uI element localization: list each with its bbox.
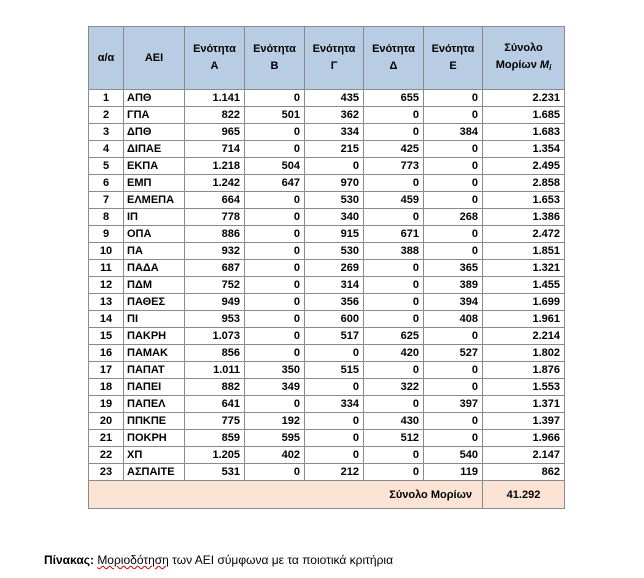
cell-unit-d: 0 (364, 294, 424, 311)
header-unit-a-line1: Ενότητα (193, 43, 236, 55)
cell-unit-g: 0 (305, 430, 364, 447)
cell-total-points: 1.354 (483, 141, 565, 158)
cell-institution: ΠΠΚΠΕ (124, 413, 185, 430)
cell-aa: 22 (89, 447, 124, 464)
cell-total-points: 1.653 (483, 192, 565, 209)
cell-unit-b: 0 (245, 209, 305, 226)
cell-total-points: 1.961 (483, 311, 565, 328)
table-row (89, 277, 565, 294)
cell-unit-b: 0 (245, 243, 305, 260)
cell-unit-e: 0 (424, 192, 483, 209)
cell-unit-b: 0 (245, 294, 305, 311)
table-row (89, 192, 565, 209)
cell-total-points: 1.966 (483, 430, 565, 447)
cell-total-points: 1.386 (483, 209, 565, 226)
cell-aa: 8 (89, 209, 124, 226)
cell-unit-e: 0 (424, 379, 483, 396)
cell-total-points: 2.495 (483, 158, 565, 175)
cell-institution: ΠΑΠΑΤ (124, 362, 185, 379)
cell-institution: ΕΛΜΕΠΑ (124, 192, 185, 209)
cell-total-points: 1.851 (483, 243, 565, 260)
cell-unit-e: 0 (424, 362, 483, 379)
header-unit-g (305, 27, 364, 90)
table-row (89, 141, 565, 158)
cell-institution: ΙΠ (124, 209, 185, 226)
cell-institution: ΕΚΠΑ (124, 158, 185, 175)
cell-unit-a: 822 (185, 107, 245, 124)
cell-unit-d: 322 (364, 379, 424, 396)
cell-unit-a: 1.242 (185, 175, 245, 192)
header-total-line2: Μορίων (495, 59, 537, 71)
table-row (89, 294, 565, 311)
cell-total-points: 2.858 (483, 175, 565, 192)
scores-table (88, 26, 565, 509)
cell-unit-g: 0 (305, 413, 364, 430)
cell-unit-d: 0 (364, 396, 424, 413)
cell-unit-b: 0 (245, 328, 305, 345)
header-unit-d-line2: Δ (389, 60, 398, 72)
cell-unit-b: 647 (245, 175, 305, 192)
caption-label: Πίνακας: (44, 553, 94, 567)
cell-institution: ΠΑΜΑΚ (124, 345, 185, 362)
table-row (89, 447, 565, 464)
cell-total-points: 1.683 (483, 124, 565, 141)
table-row (89, 90, 565, 107)
cell-unit-g: 0 (305, 345, 364, 362)
table-row (89, 260, 565, 277)
cell-institution: ΠΑ (124, 243, 185, 260)
cell-institution: ΔΙΠΑΕ (124, 141, 185, 158)
cell-unit-d: 773 (364, 158, 424, 175)
cell-unit-g: 334 (305, 396, 364, 413)
cell-institution: ΧΠ (124, 447, 185, 464)
table-row (89, 379, 565, 396)
cell-unit-a: 886 (185, 226, 245, 243)
cell-total-points: 862 (483, 464, 565, 481)
header-unit-b (245, 27, 305, 90)
cell-unit-e: 0 (424, 158, 483, 175)
cell-institution: ΓΠΑ (124, 107, 185, 124)
cell-unit-d: 0 (364, 124, 424, 141)
cell-unit-b: 0 (245, 90, 305, 107)
cell-aa: 18 (89, 379, 124, 396)
cell-total-points: 2.472 (483, 226, 565, 243)
cell-unit-b: 501 (245, 107, 305, 124)
cell-unit-d: 430 (364, 413, 424, 430)
cell-unit-d: 0 (364, 175, 424, 192)
table-row (89, 107, 565, 124)
cell-institution: ΑΠΘ (124, 90, 185, 107)
cell-unit-b: 350 (245, 362, 305, 379)
cell-unit-a: 882 (185, 379, 245, 396)
cell-unit-e: 0 (424, 141, 483, 158)
footer-total-label: Σύνολο Μορίων (89, 481, 483, 509)
table-row (89, 209, 565, 226)
cell-unit-g: 340 (305, 209, 364, 226)
cell-unit-e: 527 (424, 345, 483, 362)
cell-total-points: 1.321 (483, 260, 565, 277)
cell-unit-d: 0 (364, 362, 424, 379)
header-aa: α/α (89, 27, 124, 90)
cell-unit-g: 517 (305, 328, 364, 345)
table-row (89, 345, 565, 362)
cell-unit-a: 714 (185, 141, 245, 158)
cell-total-points: 2.147 (483, 447, 565, 464)
cell-unit-g: 0 (305, 379, 364, 396)
cell-unit-g: 356 (305, 294, 364, 311)
header-unit-g-line2: Γ (330, 60, 338, 72)
cell-unit-a: 775 (185, 413, 245, 430)
cell-unit-b: 504 (245, 158, 305, 175)
cell-unit-d: 0 (364, 260, 424, 277)
footer-total-value: 41.292 (483, 481, 565, 509)
cell-unit-a: 856 (185, 345, 245, 362)
cell-aa: 14 (89, 311, 124, 328)
cell-aa: 20 (89, 413, 124, 430)
header-total-line1: Σύνολο (504, 42, 543, 54)
cell-unit-a: 687 (185, 260, 245, 277)
footer-row (89, 481, 565, 509)
table-row (89, 413, 565, 430)
cell-unit-d: 0 (364, 277, 424, 294)
table-row (89, 328, 565, 345)
cell-unit-g: 0 (305, 158, 364, 175)
cell-unit-g: 334 (305, 124, 364, 141)
cell-institution: ΠΑΔΑ (124, 260, 185, 277)
cell-unit-d: 0 (364, 464, 424, 481)
cell-unit-e: 0 (424, 226, 483, 243)
cell-unit-g: 970 (305, 175, 364, 192)
header-unit-a-line2: Α (210, 60, 219, 72)
cell-institution: ΟΠΑ (124, 226, 185, 243)
cell-unit-e: 394 (424, 294, 483, 311)
cell-total-points: 1.802 (483, 345, 565, 362)
cell-unit-d: 0 (364, 311, 424, 328)
cell-unit-b: 0 (245, 192, 305, 209)
cell-unit-a: 664 (185, 192, 245, 209)
header-total-symbol: M (539, 59, 550, 71)
cell-unit-g: 530 (305, 243, 364, 260)
cell-unit-e: 540 (424, 447, 483, 464)
cell-aa: 12 (89, 277, 124, 294)
cell-aa: 21 (89, 430, 124, 447)
cell-unit-e: 0 (424, 243, 483, 260)
cell-unit-d: 425 (364, 141, 424, 158)
cell-institution: ΠΟΚΡΗ (124, 430, 185, 447)
header-unit-e-line2: Ε (449, 60, 457, 72)
cell-unit-a: 1.073 (185, 328, 245, 345)
cell-unit-d: 420 (364, 345, 424, 362)
cell-unit-a: 1.141 (185, 90, 245, 107)
cell-unit-e: 365 (424, 260, 483, 277)
cell-unit-e: 0 (424, 107, 483, 124)
cell-institution: ΠΑΚΡΗ (124, 328, 185, 345)
cell-aa: 17 (89, 362, 124, 379)
header-unit-e (424, 27, 483, 90)
header-unit-b-line2: Β (270, 60, 279, 72)
cell-unit-d: 512 (364, 430, 424, 447)
cell-aa: 7 (89, 192, 124, 209)
cell-unit-g: 915 (305, 226, 364, 243)
cell-unit-b: 0 (245, 260, 305, 277)
table-row (89, 158, 565, 175)
cell-aa: 3 (89, 124, 124, 141)
cell-unit-a: 641 (185, 396, 245, 413)
header-aei: ΑΕΙ (124, 27, 185, 90)
cell-unit-d: 388 (364, 243, 424, 260)
table-row (89, 124, 565, 141)
cell-aa: 4 (89, 141, 124, 158)
cell-unit-e: 384 (424, 124, 483, 141)
cell-aa: 13 (89, 294, 124, 311)
cell-institution: ΠΑΘΕΣ (124, 294, 185, 311)
cell-institution: ΑΣΠΑΙΤΕ (124, 464, 185, 481)
cell-unit-a: 1.011 (185, 362, 245, 379)
cell-unit-e: 0 (424, 90, 483, 107)
cell-institution: ΠΙ (124, 311, 185, 328)
cell-unit-d: 671 (364, 226, 424, 243)
cell-unit-b: 349 (245, 379, 305, 396)
cell-aa: 16 (89, 345, 124, 362)
table-row (89, 430, 565, 447)
cell-total-points: 2.214 (483, 328, 565, 345)
cell-total-points: 1.455 (483, 277, 565, 294)
cell-unit-a: 932 (185, 243, 245, 260)
cell-unit-a: 859 (185, 430, 245, 447)
cell-unit-b: 0 (245, 311, 305, 328)
cell-institution: ΔΠΘ (124, 124, 185, 141)
cell-unit-b: 0 (245, 124, 305, 141)
cell-unit-g: 362 (305, 107, 364, 124)
cell-unit-b: 402 (245, 447, 305, 464)
cell-unit-a: 531 (185, 464, 245, 481)
cell-unit-b: 0 (245, 277, 305, 294)
cell-institution: ΠΔΜ (124, 277, 185, 294)
header-unit-d-line1: Ενότητα (372, 43, 415, 55)
cell-unit-e: 0 (424, 413, 483, 430)
cell-unit-d: 459 (364, 192, 424, 209)
cell-unit-g: 212 (305, 464, 364, 481)
cell-unit-e: 408 (424, 311, 483, 328)
cell-unit-a: 1.205 (185, 447, 245, 464)
cell-institution: ΠΑΠΕΛ (124, 396, 185, 413)
cell-unit-g: 515 (305, 362, 364, 379)
cell-unit-b: 0 (245, 141, 305, 158)
cell-unit-g: 530 (305, 192, 364, 209)
cell-aa: 2 (89, 107, 124, 124)
cell-unit-e: 119 (424, 464, 483, 481)
cell-unit-d: 655 (364, 90, 424, 107)
cell-unit-e: 0 (424, 175, 483, 192)
cell-aa: 1 (89, 90, 124, 107)
header-unit-e-line1: Ενότητα (431, 43, 475, 55)
cell-unit-e: 268 (424, 209, 483, 226)
table-body (89, 90, 565, 481)
cell-unit-e: 389 (424, 277, 483, 294)
cell-total-points: 1.371 (483, 396, 565, 413)
cell-unit-d: 0 (364, 447, 424, 464)
table-row (89, 362, 565, 379)
cell-total-points: 1.699 (483, 294, 565, 311)
cell-unit-g: 0 (305, 447, 364, 464)
cell-unit-d: 0 (364, 209, 424, 226)
cell-unit-a: 949 (185, 294, 245, 311)
table-caption (44, 553, 393, 567)
table-row (89, 226, 565, 243)
table-row (89, 175, 565, 192)
header-unit-b-line1: Ενότητα (253, 43, 296, 55)
cell-institution: ΠΑΠΕΙ (124, 379, 185, 396)
cell-aa: 5 (89, 158, 124, 175)
cell-unit-d: 0 (364, 107, 424, 124)
cell-unit-b: 192 (245, 413, 305, 430)
cell-unit-e: 0 (424, 328, 483, 345)
header-total-subscript: i (549, 63, 552, 72)
header-unit-g-line1: Ενότητα (312, 43, 356, 55)
header-total-points (483, 27, 565, 90)
table-row (89, 396, 565, 413)
cell-unit-g: 269 (305, 260, 364, 277)
cell-unit-b: 595 (245, 430, 305, 447)
table-row (89, 311, 565, 328)
cell-unit-a: 778 (185, 209, 245, 226)
header-row (89, 27, 565, 90)
cell-total-points: 1.876 (483, 362, 565, 379)
cell-unit-g: 435 (305, 90, 364, 107)
cell-total-points: 1.553 (483, 379, 565, 396)
cell-total-points: 2.231 (483, 90, 565, 107)
cell-aa: 15 (89, 328, 124, 345)
table-row (89, 464, 565, 481)
cell-unit-a: 1.218 (185, 158, 245, 175)
cell-unit-d: 625 (364, 328, 424, 345)
caption-text-rest: των ΑΕΙ σύμφωνα με τα ποιοτικά κριτήρια (168, 553, 394, 567)
cell-unit-g: 600 (305, 311, 364, 328)
cell-aa: 23 (89, 464, 124, 481)
cell-unit-b: 0 (245, 226, 305, 243)
cell-aa: 19 (89, 396, 124, 413)
cell-unit-g: 215 (305, 141, 364, 158)
cell-unit-a: 953 (185, 311, 245, 328)
cell-unit-g: 314 (305, 277, 364, 294)
header-unit-a (185, 27, 245, 90)
cell-unit-a: 752 (185, 277, 245, 294)
header-unit-d (364, 27, 424, 90)
caption-spellcheck-word: Μοριοδότηση (97, 553, 169, 567)
cell-institution: ΕΜΠ (124, 175, 185, 192)
cell-unit-b: 0 (245, 345, 305, 362)
caption-text (97, 553, 393, 567)
cell-aa: 9 (89, 226, 124, 243)
cell-aa: 6 (89, 175, 124, 192)
cell-total-points: 1.685 (483, 107, 565, 124)
cell-unit-b: 0 (245, 396, 305, 413)
cell-unit-b: 0 (245, 464, 305, 481)
cell-unit-e: 397 (424, 396, 483, 413)
cell-unit-a: 965 (185, 124, 245, 141)
table-row (89, 243, 565, 260)
cell-unit-e: 0 (424, 430, 483, 447)
cell-aa: 10 (89, 243, 124, 260)
cell-total-points: 1.397 (483, 413, 565, 430)
cell-aa: 11 (89, 260, 124, 277)
